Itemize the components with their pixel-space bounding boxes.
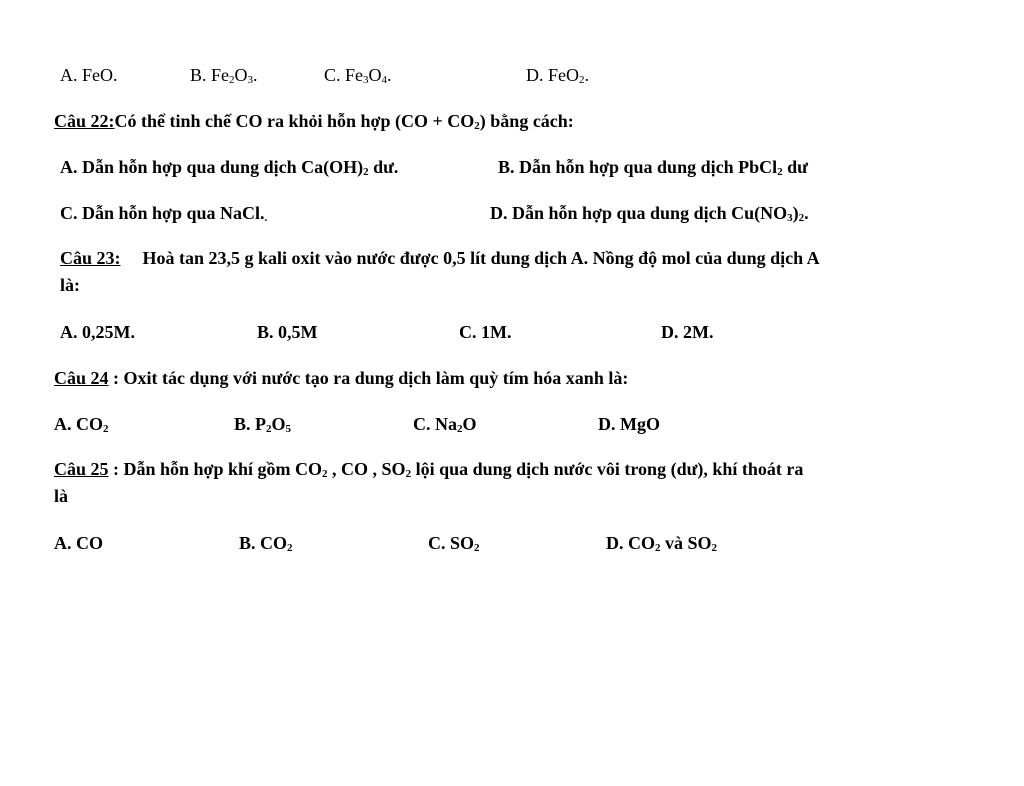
- q24-option-c: C. $Na_2O$: [413, 414, 477, 435]
- q22-label: Câu 22:: [54, 111, 115, 131]
- q25-stem: Câu 25 : Dẫn hỗn hợp khí gồm $CO_2$ , CO , $SO_2$ lội qua dung dịch nước vôi trong (dư), khí thoát ra là: [54, 459, 804, 506]
- q25-option-c: C. $SO_2$: [428, 533, 480, 554]
- q25-label: Câu 25: [54, 459, 109, 479]
- q24-option-a: A. $CO_2$: [54, 414, 109, 435]
- q22-stem: Câu 22:Có thể tinh chế CO ra khỏi hỗn hợp $(CO + CO_2)$ bằng cách:: [54, 111, 574, 132]
- q24-stem: Câu 24 : Oxit tác dụng với nước tạo ra dung dịch làm quỳ tím hóa xanh là:: [54, 368, 629, 388]
- q21-option-c: C. $Fe_3O_4$.: [324, 65, 392, 86]
- q23-stem: Câu 23: Hoà tan 23,5 g kali oxit vào nước được 0,5 lít dung dịch A. Nồng độ mol của dung dịch A là:: [60, 248, 820, 295]
- q22-option-b: B. Dẫn hỗn hợp qua dung dịch PbCl$_2$ dư: [498, 157, 808, 178]
- q23-label: Câu 23:: [60, 248, 121, 268]
- q24-option-d: D. MgO: [598, 414, 660, 434]
- q21-option-a: A. FeO.: [60, 65, 118, 85]
- q25-option-a: A. CO: [54, 533, 103, 553]
- q24-option-b: B. $P_2O_5$: [234, 414, 292, 435]
- q22-option-d: D. Dẫn hỗn hợp qua dung dịch $Cu(NO_3)_2$.: [490, 203, 809, 224]
- q23-option-a: A. 0,25M.: [60, 322, 135, 342]
- q24-label: Câu 24: [54, 368, 109, 388]
- q22-option-a: A. Dẫn hỗn hợp qua dung dịch $Ca(OH)_2$ dư.: [60, 157, 399, 178]
- q25-option-b: B. $CO_2$: [239, 533, 293, 554]
- q25-option-d: D. $CO_2$ và $SO_2$: [606, 533, 718, 554]
- q23-option-b: B. 0,5M: [257, 322, 318, 342]
- q22-option-c: C. Dẫn hỗn hợp qua $NaCl._.$: [60, 203, 268, 224]
- q23-option-c: C. 1M.: [459, 322, 512, 342]
- q23-option-d: D. 2M.: [661, 322, 714, 342]
- q21-option-d: D. FeO$_2$.: [526, 65, 589, 86]
- q21-option-b: B. $Fe_2O_3$.: [190, 65, 258, 86]
